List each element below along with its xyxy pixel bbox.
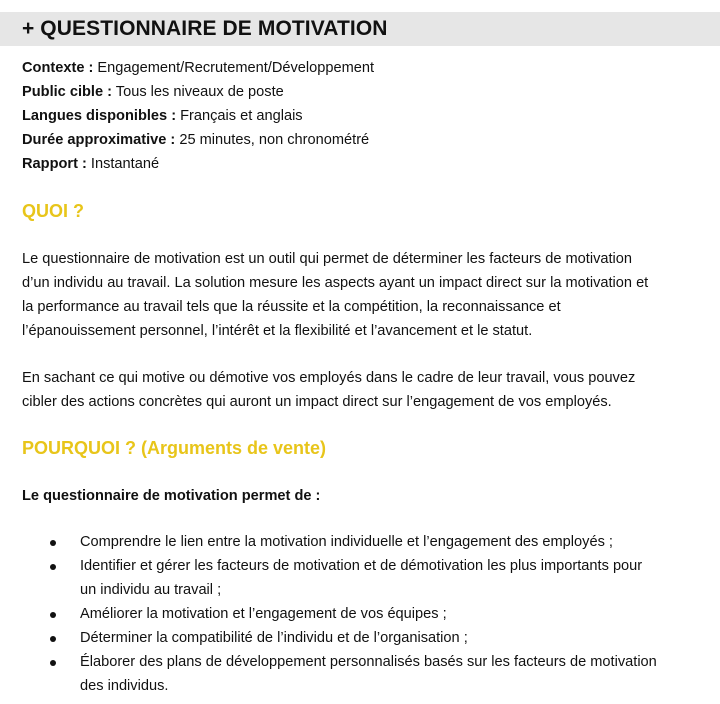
list-item xyxy=(0,602,720,626)
section-heading-pourquoi: POURQUOI ? (Arguments de vente) xyxy=(22,438,327,458)
title-bar xyxy=(0,12,720,46)
bullet-icon xyxy=(50,636,56,642)
text-line: En sachant ce qui motive ou démotive vos employés dans le cadre de leur travail, vous pouvez xyxy=(22,370,636,386)
bullet-list xyxy=(0,530,720,698)
text-line: l’épanouissement personnel, l’intérêt et la flexibilité et l’avancement et le statut. xyxy=(22,323,533,339)
bullet-icon xyxy=(50,660,56,666)
text-line: Élaborer des plans de développement personnalisés basés sur les facteurs de motivation xyxy=(80,654,657,670)
info-value: Engagement/Recrutement/Développement xyxy=(93,60,375,76)
bullet-icon xyxy=(50,612,56,618)
text-line: Le questionnaire de motivation est un outil qui permet de déterminer les facteurs de motivation xyxy=(22,251,633,267)
text-line: Améliorer la motivation et l’engagement de vos équipes ; xyxy=(80,606,447,622)
list-item xyxy=(0,650,720,698)
bullet-icon xyxy=(50,564,56,570)
info-row-langues xyxy=(22,104,374,128)
text-line: des individus. xyxy=(80,678,169,694)
info-value: 25 minutes, non chronométré xyxy=(175,132,370,148)
text-line: Identifier et gérer les facteurs de motivation et de démotivation les plus importants pour xyxy=(80,558,643,574)
quoi-paragraph-1 xyxy=(22,247,702,343)
info-row-contexte xyxy=(22,56,374,80)
info-row-public-cible xyxy=(22,80,374,104)
page-title: + QUESTIONNAIRE DE MOTIVATION xyxy=(22,17,388,40)
info-label: Rapport : xyxy=(22,156,87,172)
list-item xyxy=(0,530,720,554)
text-line: un individu au travail ; xyxy=(80,582,222,598)
list-item xyxy=(0,626,720,650)
info-value: Tous les niveaux de poste xyxy=(112,84,284,100)
info-label: Contexte : xyxy=(22,60,94,76)
info-row-rapport xyxy=(22,152,374,176)
text-line: cibler des actions concrètes qui auront un impact direct sur l’engagement de vos employés. xyxy=(22,394,612,410)
text-line: Déterminer la compatibilité de l’individu et de l’organisation ; xyxy=(80,630,468,646)
info-label: Langues disponibles : xyxy=(22,108,177,124)
info-block xyxy=(22,56,374,176)
text-line: d’un individu au travail. La solution mesure les aspects ayant un impact direct sur la motivation et xyxy=(22,275,649,291)
text-line: Comprendre le lien entre la motivation individuelle et l’engagement des employés ; xyxy=(80,534,613,550)
info-value: Français et anglais xyxy=(176,108,303,124)
info-row-duree xyxy=(22,128,374,152)
info-value: Instantané xyxy=(86,156,160,172)
bullet-icon xyxy=(50,540,56,546)
info-label: Public cible : xyxy=(22,84,113,100)
text-line: la performance au travail tels que la réussite et la compétition, la reconnaissance et xyxy=(22,299,561,315)
list-item xyxy=(0,554,720,602)
section-heading-quoi: QUOI ? xyxy=(22,201,84,221)
info-label: Durée approximative : xyxy=(22,132,176,148)
quoi-paragraph-2 xyxy=(22,366,702,414)
pourquoi-subheading: Le questionnaire de motivation permet de : xyxy=(22,488,321,504)
